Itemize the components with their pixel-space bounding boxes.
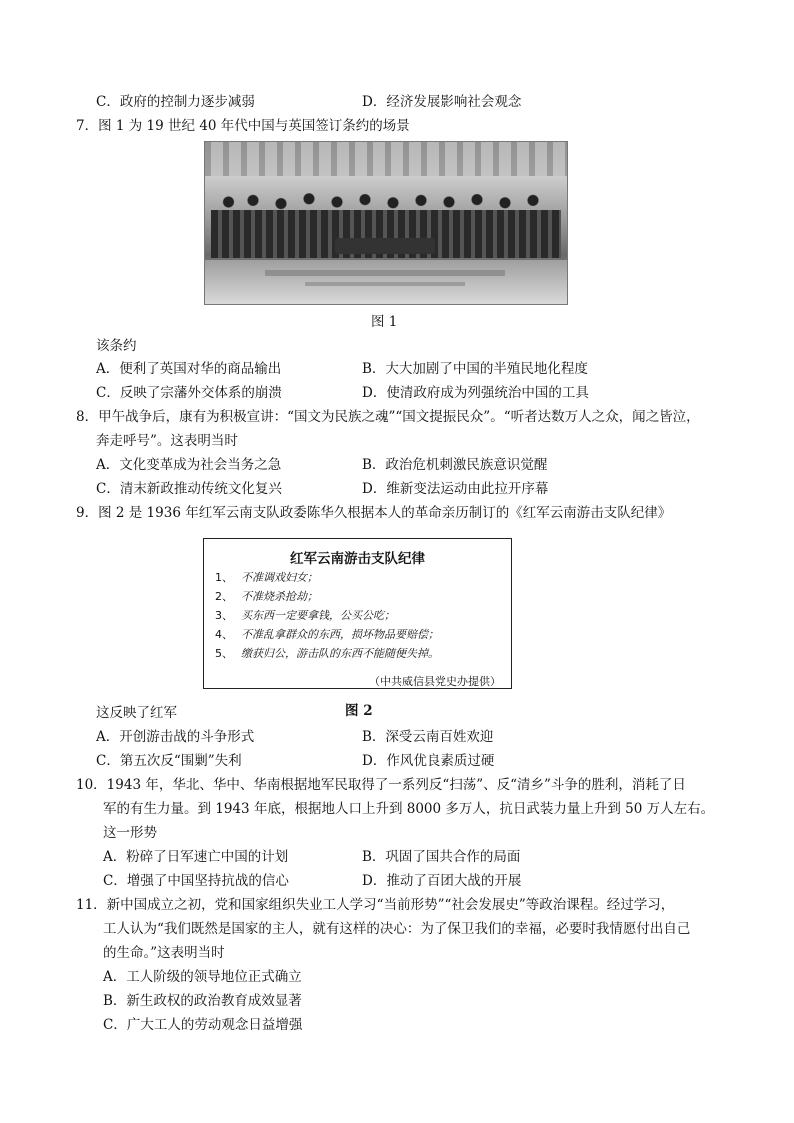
q7-option-a: A．便利了英国对华的商品输出 [96,361,282,377]
discipline-rules-box [203,538,512,689]
q6-option-d: D．经济发展影响社会观念 [362,94,522,110]
q11-option-c: C．广大工人的劳动观念日益增强 [103,1017,303,1033]
q8-option-b: B．政治危机刺激民族意识觉醒 [362,457,548,473]
q11-stem-line3: 的生命。”这表明当时 [103,945,225,961]
q8-option-a: A．文化变革成为社会当务之急 [96,457,282,473]
q9-option-b: B．深受云南百姓欢迎 [362,729,494,745]
q9-option-a: A．开创游击战的斗争形式 [96,729,255,745]
q10-option-a: A．粉碎了日军速亡中国的计划 [103,849,289,865]
q10-option-d: D．推动了百团大战的开展 [362,873,522,889]
figure-2-caption: 图 2 [345,703,373,719]
q10-stem-line1: 10．1943 年，华北、华中、华南根据地军民取得了一系列反“扫荡”、反“清乡”斗争的胜利，消耗了日 [76,777,686,793]
q11-stem-line1: 11．新中国成立之初，党和国家组织失业工人学习“当前形势”“社会发展史”等政治课程。经过学习， [76,897,675,913]
q7-option-c: C．反映了宗藩外交体系的崩溃 [96,385,282,401]
q11-option-a: A．工人阶级的领导地位正式确立 [103,969,302,985]
figure-1-caption: 图 1 [371,314,398,330]
q8-option-c: C．清末新政推动传统文化复兴 [96,481,282,497]
q7-lead: 该条约 [96,338,137,354]
rule-item: 2、 不准烧杀抢劫； [215,590,318,603]
treaty-signing-photo [204,141,568,305]
rule-item: 1、 不准调戏妇女； [215,571,318,584]
q9-lead: 这反映了红军 [96,705,177,721]
q7-option-d: D．使清政府成为列强统治中国的工具 [362,385,589,401]
q8-stem-line2: 奔走呼号”。这表明当时 [96,433,238,449]
rules-box-source: （中共威信县党史办提供） [369,675,501,688]
rules-box-title: 红军云南游击支队纪律 [290,551,425,567]
q9-option-c: C．第五次反“围剿”失利 [96,753,242,769]
q11-option-b: B．新生政权的政治教育成效显著 [103,993,302,1009]
q10-stem-line2: 军的有生力量。到 1943 年底，根据地人口上升到 8000 多万人，抗日武装力量上升到 50 万人左右。 [103,801,715,817]
q7-stem: 7．图 1 为 19 世纪 40 年代中国与英国签订条约的场景 [76,118,410,134]
q8-option-d: D．维新变法运动由此拉开序幕 [362,481,549,497]
rule-item: 3、 买东西一定要拿钱，公买公吃； [215,609,395,622]
q9-stem: 9．图 2 是 1936 年红军云南支队政委陈华久根据本人的革命亲历制订的《红军云南游击支队纪律》 [76,505,672,521]
q9-option-d: D．作风优良素质过硬 [362,753,495,769]
q7-option-b: B．大大加剧了中国的半殖民地化程度 [362,361,588,377]
rule-item: 4、 不准乱拿群众的东西，损坏物品要赔偿； [215,628,439,641]
q6-option-c: C．政府的控制力逐步减弱 [96,94,255,110]
q10-option-c: C．增强了中国坚持抗战的信心 [103,873,289,889]
q10-option-b: B．巩固了国共合作的局面 [362,849,521,865]
q11-stem-line2: 工人认为“我们既然是国家的主人，就有这样的决心：为了保卫我们的幸福，必要时我情愿付出自己 [103,921,691,937]
q10-stem-line3: 这一形势 [103,825,157,841]
rule-item: 5、 缴获归公，游击队的东西不能随便失掉。 [215,647,439,660]
q8-stem-line1: 8．甲午战争后，康有为积极宣讲：“国文为民族之魂”“国文提振民众”。“听者达数万人之众，闻之皆泣， [76,409,700,425]
